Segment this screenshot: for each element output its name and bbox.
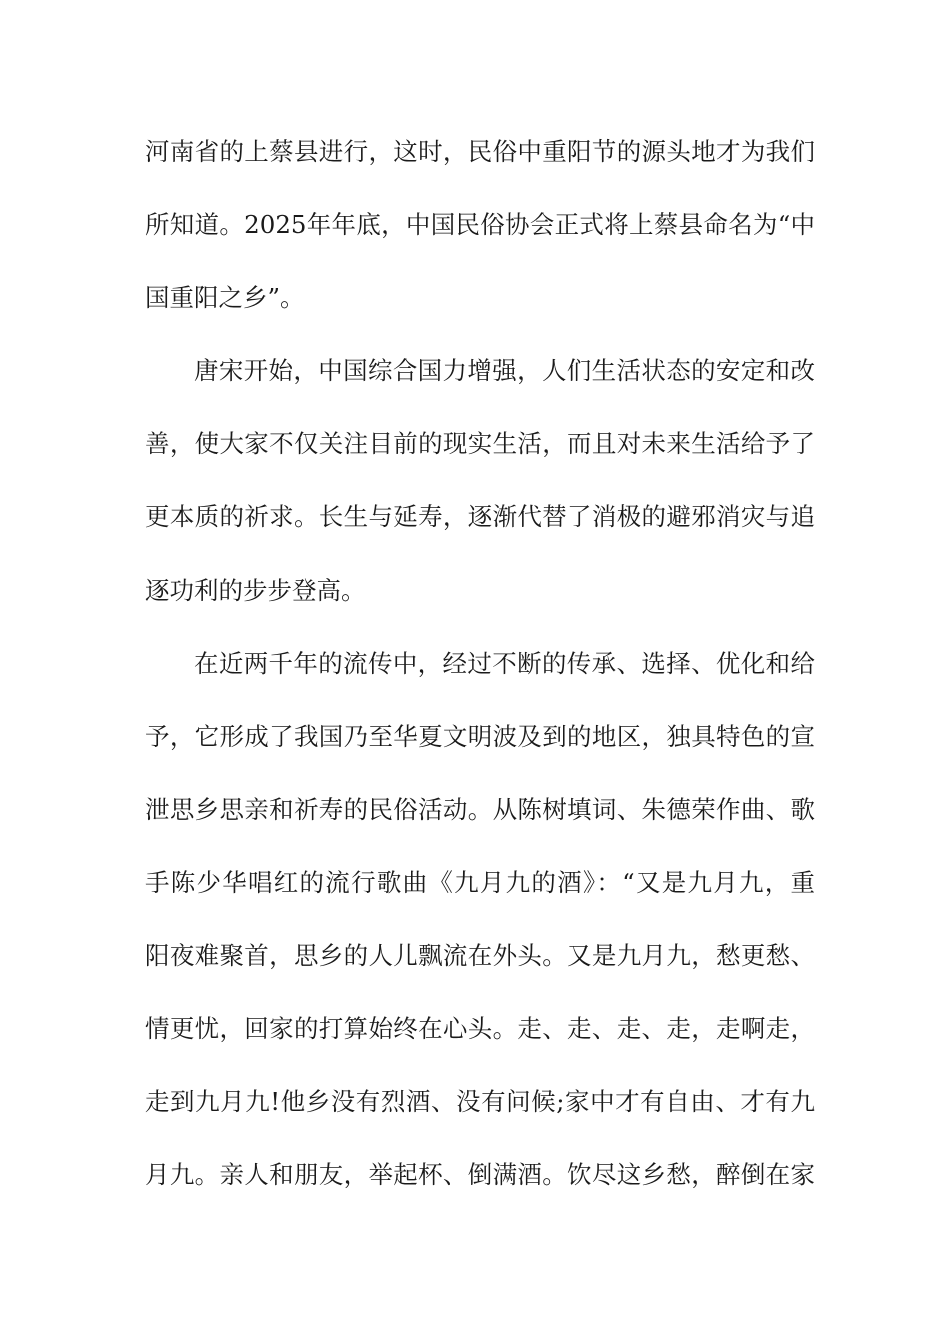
paragraph-2-line-4: 逐功利的步步登高。 <box>145 575 366 605</box>
document-body <box>145 127 815 1223</box>
paragraph-2-line-3: 更本质的祈求。长生与延寿，逐渐代替了消极的避邪消灾与追 <box>145 502 815 532</box>
paragraph-3-line-2: 予，它形成了我国乃至华夏文明波及到的地区，独具特色的宣 <box>145 721 815 751</box>
paragraph-3-line-4: 手陈少华唱红的流行歌曲《九月九的酒》：“又是九月九，重 <box>145 867 815 897</box>
paragraph-3-line-1: 在近两千年的流传中，经过不断的传承、选择、优化和给 <box>194 648 815 678</box>
paragraph-3-line-7: 走到九月九!他乡没有烈酒、没有问候;家中才有自由、才有九 <box>145 1087 815 1117</box>
paragraph-3-line-3: 泄思乡思亲和祈寿的民俗活动。从陈树填词、朱德荣作曲、歌 <box>145 794 815 824</box>
paragraph-3-line-6: 情更忧，回家的打算始终在心头。走、走、走、走，走啊走， <box>145 1014 815 1044</box>
paragraph-1-line-1: 河南省的上蔡县进行，这时，民俗中重阳节的源头地才为我们 <box>145 137 815 166</box>
paragraph-2-line-2: 善，使大家不仅关注目前的现实生活，而且对未来生活给予了 <box>145 429 815 459</box>
paragraph-3-line-8: 月九。亲人和朋友，举起杯、倒满酒。饮尽这乡愁，醉倒在家 <box>145 1160 815 1190</box>
paragraph-2-line-1: 唐宋开始，中国综合国力增强，人们生活状态的安定和改 <box>194 356 815 386</box>
paragraph-1-line-3: 国重阳之乡”。 <box>145 283 305 313</box>
paragraph-1-line-2: 所知道。2025年年底，中国民俗协会正式将上蔡县命名为“中 <box>145 210 815 240</box>
paragraph-3-line-5: 阳夜难聚首，思乡的人儿飘流在外头。又是九月九，愁更愁、 <box>145 941 815 971</box>
